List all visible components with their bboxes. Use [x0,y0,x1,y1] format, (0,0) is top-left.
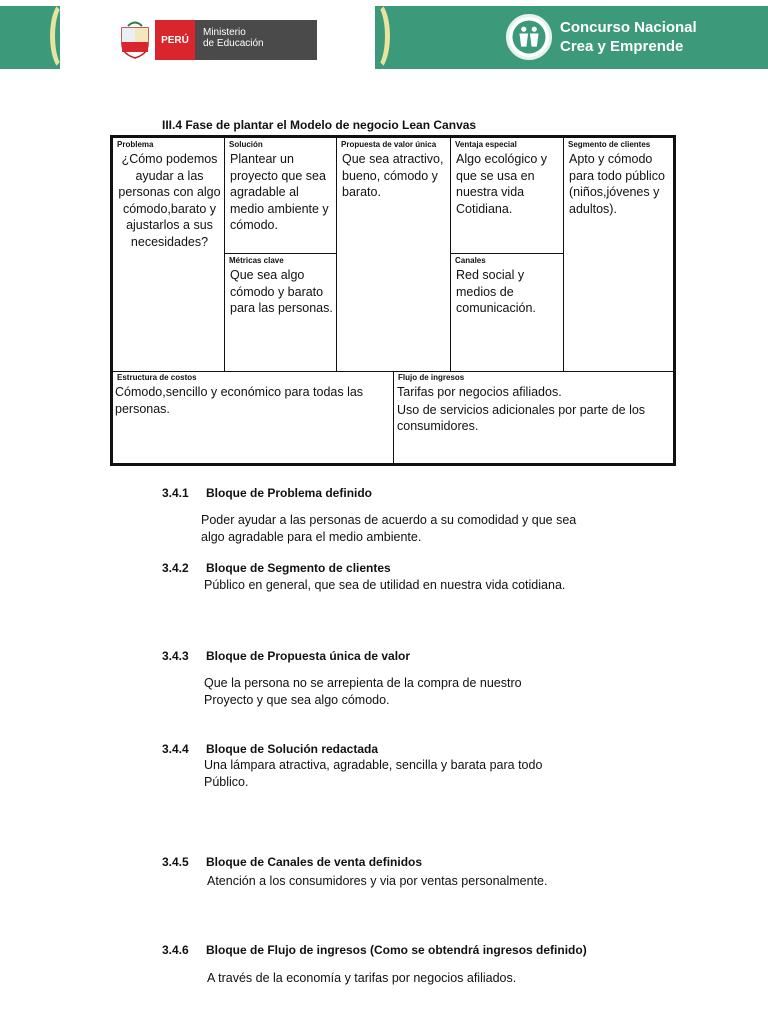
block-title: Bloque de Problema definido [206,486,373,500]
block-title: Bloque de Segmento de clientes [206,561,391,575]
cell-text-line-1: Tarifas por negocios afiliados. [397,385,562,399]
contest-title-line-1: Concurso Nacional [560,19,697,36]
block-number: 3.4.3 [162,649,189,663]
cell-label: Ventaja especial [455,140,517,149]
cell-text-line-2: Uso de servicios adicionales por parte de los consumidores. [397,402,646,433]
banner-arc-right [360,0,390,72]
cell-label: Solución [229,140,263,149]
contest-title-line-2: Crea y Emprende [560,38,684,55]
peru-badge: PERÚ [155,20,195,60]
cell-label: Métricas clave [229,256,284,265]
cell-label: Flujo de ingresos [398,373,465,382]
block-heading [162,649,410,663]
block-text: Una lámpara atractiva, agradable, sencilla y barata para todo Público. [204,758,543,789]
cell-text: Que sea atractivo, bueno, cómodo y barato. [342,152,444,199]
canvas-cell-segmento [563,137,674,372]
canvas-cell-ingresos [393,371,674,464]
banner-arc-left [50,0,80,72]
block-text: Poder ayudar a las personas de acuerdo a su comodidad y que sea algo agradable para el medio ambiente. [201,513,577,544]
ministry-line-1: Ministerio [203,27,246,38]
cell-text: Cómodo,sencillo y económico para todas las personas. [115,385,364,416]
block-heading [162,486,372,500]
section-title: III.4 Fase de plantar el Modelo de negocio Lean Canvas [162,118,477,132]
canvas-cell-metricas [224,253,337,372]
cell-text: Plantear un proyecto que sea agradable al medio ambiente y cómodo. [230,152,329,232]
peru-coat-of-arms-icon [118,20,152,60]
canvas-cell-solucion [224,137,337,254]
block-heading [162,855,422,869]
block-title: Bloque de Solución redactada [206,742,379,756]
block-title: Bloque de Canales de venta definidos [206,855,423,869]
block-heading [162,561,391,575]
ministry-label [195,20,317,60]
header-banner [0,0,768,72]
block-heading [162,742,378,756]
canvas-cell-ventaja [450,137,564,254]
cell-text: Algo ecológico y que se usa en nuestra vida Cotidiana. [456,152,548,216]
cell-label: Propuesta de valor única [341,140,437,149]
cell-label: Estructura de costos [117,373,197,382]
block-number: 3.4.5 [162,855,189,869]
block-title: Bloque de Propuesta única de valor [206,649,411,663]
ministry-line-2: de Educación [203,38,264,49]
lean-canvas [110,135,676,466]
canvas-cell-propuesta [336,137,451,372]
block-title: Bloque de Flujo de ingresos (Como se obtendrá ingresos definido) [206,943,587,957]
block-number: 3.4.1 [162,486,189,500]
block-number: 3.4.2 [162,561,189,575]
canvas-cell-costos [112,371,394,464]
block-text: Que la persona no se arrepienta de la compra de nuestro Proyecto y que sea algo cómodo. [204,676,522,707]
cell-text: Red social y medios de comunicación. [456,268,536,315]
cell-label: Canales [455,256,486,265]
canvas-cell-problema [112,137,225,372]
block-text: Atención a los consumidores y via por ventas personalmente. [207,874,548,888]
cell-label: Segmento de clientes [568,140,651,149]
contest-logo-icon [506,14,552,60]
contest-title [560,18,697,56]
block-heading [162,943,587,957]
block-text: A través de la economía y tarifas por negocios afiliados. [207,971,517,985]
cell-label: Problema [117,140,154,149]
cell-text: Apto y cómodo para todo público (niños,jóvenes y adultos). [569,152,665,216]
canvas-cell-canales [450,253,564,372]
block-number: 3.4.6 [162,943,189,957]
cell-text: Que sea algo cómodo y barato para las personas. [230,268,333,315]
block-text: Público en general, que sea de utilidad en nuestra vida cotidiana. [204,578,566,592]
block-number: 3.4.4 [162,742,189,756]
cell-text: ¿Cómo podemos ayudar a las personas con algo cómodo,barato y ajustarlos a sus necesidades? [118,152,221,249]
